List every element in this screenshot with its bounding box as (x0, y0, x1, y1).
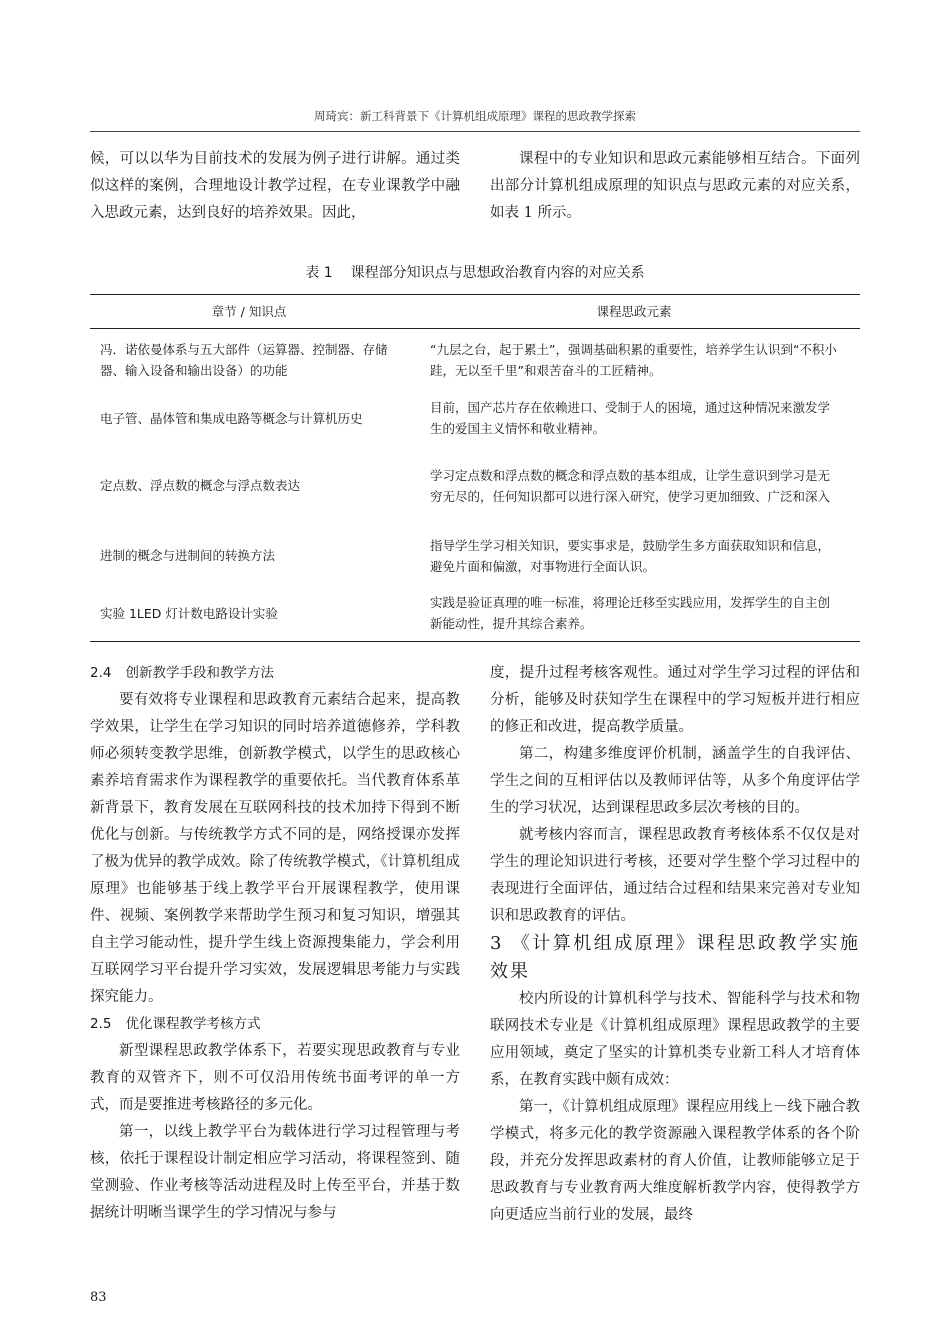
table-row (90, 329, 860, 391)
table-cell-topic: 冯．诺依曼体系与五大部件（运算器、控制器、存储器、输入设备和输出设备）的功能 (100, 341, 388, 378)
section-3-heading: 3 《计算机组成原理》课程思政教学实施效果 (490, 933, 860, 982)
table-cell-element: “九层之台，起于累土”，强调基础积累的重要性，培养学生认识到“不积小跬，无以至千里”和艰苦奋斗的工匠精神。 (430, 341, 837, 378)
section-2-5-number: 2.5 (90, 1016, 112, 1032)
section-2-4-number: 2.4 (90, 665, 112, 681)
top-right-column (490, 146, 860, 227)
knowledge-table (90, 294, 860, 642)
table-cell-element: 实践是验证真理的唯一标准，将理论迁移至实践应用，发挥学生的自主创新能动性，提升其综合素养。 (408, 586, 860, 642)
section-2-4-paragraph: 要有效将专业课程和思政教育元素结合起来，提高教学效果，让学生在学习知识的同时培养道德修养，学科教师必须转变教学思维，创新教学模式，以学生的思政核心素养培育需求作为课程教学的重要依托。当代教育体系革新背景下，教育发展在互联网科技的技术加持下得到不断优化与创新。与传统教学方式不同的是，网络授课亦发挥了极为优异的教学成效。除了传统教学模式，《计算机组成原理》也能够基于线上教学平台开展课程教学，使用课件、视频、案例教学来帮助学生预习和复习知识，增强其自主学习能动性，提升学生线上资源搜集能力，学会利用互联网学习平台提升学习实效，发展逻辑思考能力与实践探究能力。 (90, 692, 460, 1005)
section-2-5-paragraph-2: 第一，以线上教学平台为载体进行学习过程管理与考核，依托于课程设计制定相应学习活动，将课程签到、随堂测验、作业考核等活动进程及时上传至平台，并基于数据统计明晰当课学生的学习情况与参与 (90, 1124, 460, 1221)
table-row (90, 526, 860, 586)
section-2-5-paragraph-2-continued: 度，提升过程考核客观性。通过对学生学习过程的评估和分析，能够及时获知学生在课程中的学习短板并进行相应的修正和改进，提高教学质量。 (490, 665, 860, 735)
table-cell-element: 学习定点数和浮点数的概念和浮点数的基本组成，让学生意识到学习是无穷无尽的，任何知识都可以进行深入研究，使学习更加细致、广泛和深入 (430, 467, 831, 504)
table-title: 课程部分知识点与思想政治教育内容的对应关系 (350, 265, 645, 281)
table-row (90, 586, 860, 642)
section-2-4-title: 创新教学手段和教学方法 (125, 665, 274, 681)
table-cell-element: 指导学生学习相关知识，要实事求是，鼓励学生多方面获取知识和信息，避免片面和偏激，对事物进行全面认识。 (430, 537, 831, 574)
top-left-paragraph: 候，可以以华为目前技术的发展为例子进行讲解。通过类似这样的案例，合理地设计教学过程，在专业课教学中融入思政元素，达到良好的培养效果。因此， (90, 151, 460, 221)
table-cell-element: 目前，国产芯片存在依赖进口、受制于人的困境，通过这种情况来激发学生的爱国主义情怀和敬业精神。 (430, 400, 831, 436)
top-left-column (90, 146, 460, 227)
table-cell-topic: 电子管、晶体管和集成电路等概念与计算机历史 (100, 410, 363, 426)
section-3-paragraph-2: 第一，《计算机组成原理》课程应用线上－线下融合教学模式，将多元化的教学资源融入课程教学体系的各个阶段，并充分发挥思政素材的育人价值，让教师能够立足于思政教育与专业教育两大维度解析教学内容，使得教学方向更适应当前行业的发展，最终 (490, 1099, 860, 1223)
table-row (90, 446, 860, 526)
table-label: 表 1 (305, 265, 333, 281)
top-right-paragraph: 课程中的专业知识和思政元素能够相互结合。下面列出部分计算机组成原理的知识点与思政元素的对应关系，如表 1 所示。 (490, 151, 860, 221)
section-3-paragraph-1: 校内所设的计算机科学与技术、智能科学与技术和物联网技术专业是《计算机组成原理》课程思政教学的主要应用领域，奠定了坚实的计算机类专业新工科人才培育体系，在教育实践中颇有成效： (490, 991, 860, 1088)
table-cell-topic: 定点数、浮点数的概念与浮点数表达 (100, 478, 301, 493)
section-2-5-heading (90, 1011, 460, 1038)
section-2-5-paragraph-3: 第二，构建多维度评价机制，涵盖学生的自我评估、学生之间的互相评估以及教师评估等，从多个角度评估学生的学习状况，达到课程思政多层次考核的目的。 (490, 746, 860, 816)
section-2-5-paragraph-4: 就考核内容而言，课程思政教育考核体系不仅仅是对学生的理论知识进行考核，还要对学生整个学习过程中的表现进行全面评估，通过结合过程和结果来完善对专业知识和思政教育的评估。 (490, 827, 860, 924)
header-rule (90, 131, 860, 132)
table-cell-topic: 实验 1LED 灯计数电路设计实验 (90, 586, 408, 642)
table-caption (90, 262, 860, 282)
page-number: 83 (90, 1290, 107, 1305)
column-header-element: 课程思政元素 (408, 295, 860, 329)
section-2-5-title: 优化课程教学考核方式 (125, 1016, 261, 1032)
table-row (90, 391, 860, 446)
right-column (490, 660, 860, 1229)
left-column (90, 660, 460, 1227)
column-header-topic: 章节 / 知识点 (90, 295, 408, 329)
section-2-4-heading (90, 660, 460, 687)
table-cell-topic: 进制的概念与进制间的转换方法 (100, 548, 276, 563)
running-header: 周琦宾：新工科背景下《计算机组成原理》课程的思政教学探索 (314, 109, 636, 123)
section-2-5-paragraph-1: 新型课程思政教学体系下，若要实现思政教育与专业教育的双管齐下，则不可仅沿用传统书面考评的单一方式，而是要推进考核路径的多元化。 (90, 1043, 460, 1113)
table-header-row (90, 295, 860, 329)
